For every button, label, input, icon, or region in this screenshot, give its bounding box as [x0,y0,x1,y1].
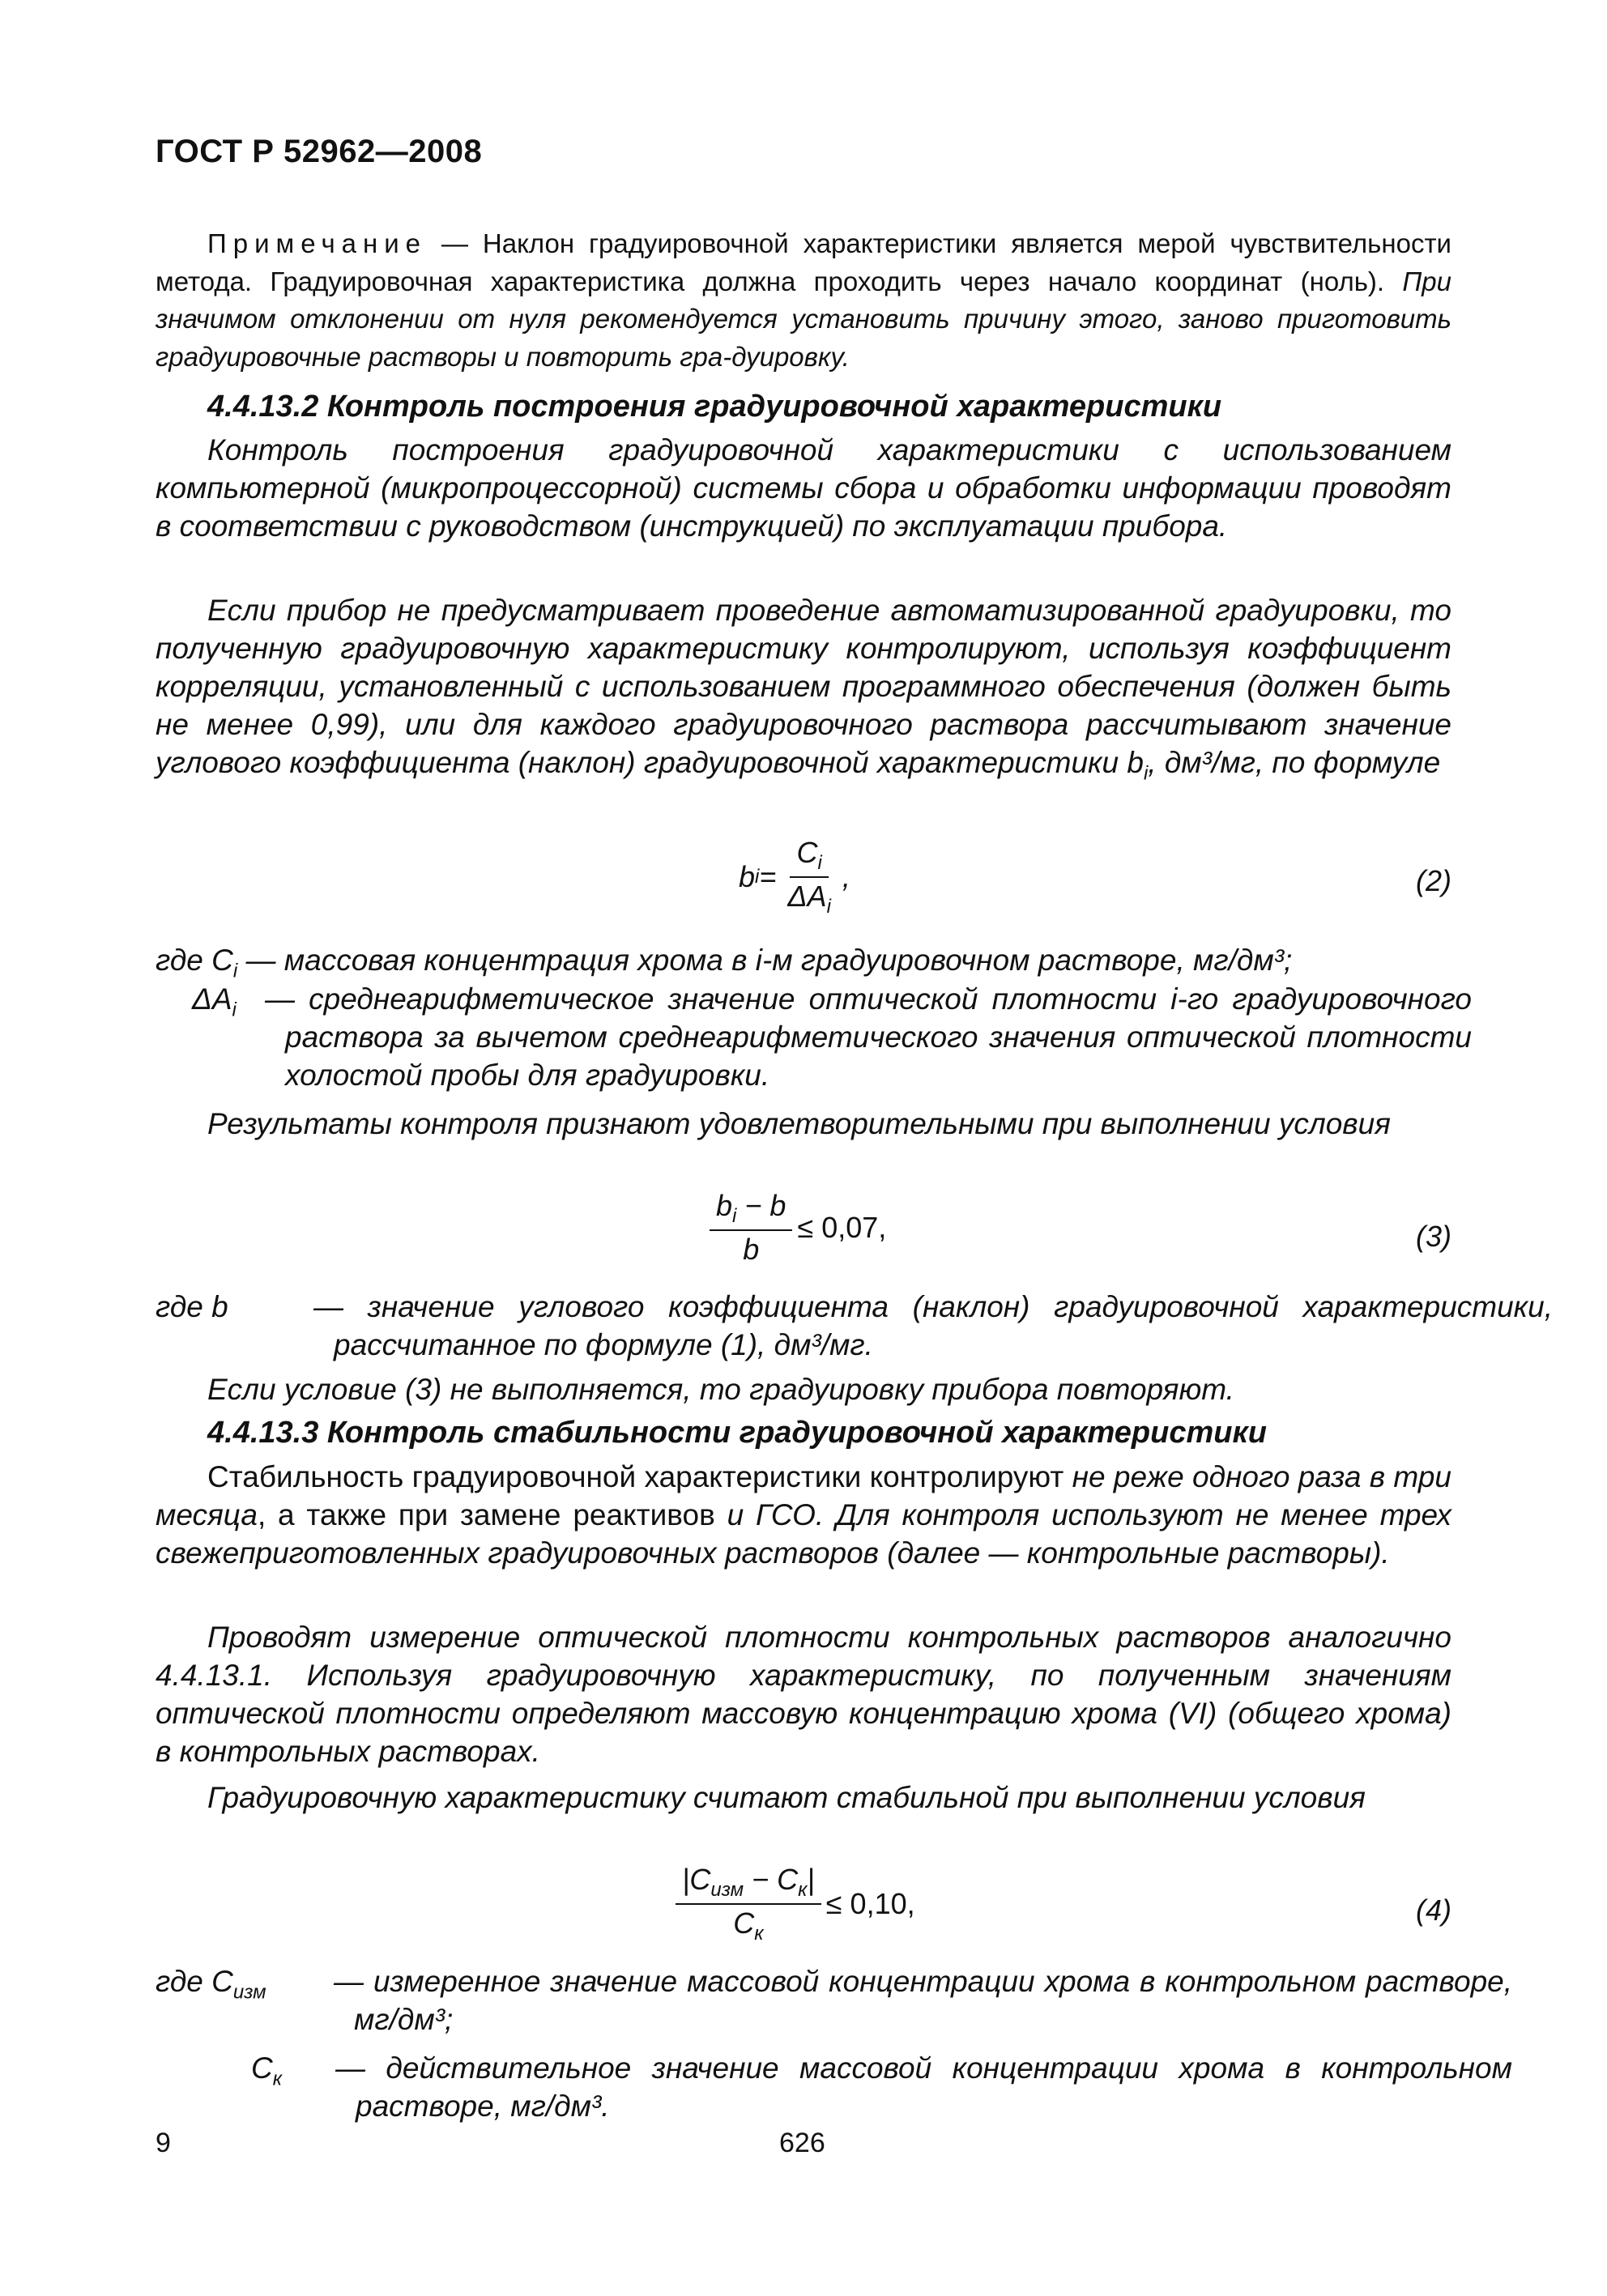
paragraph-text: Стабильность градуировочной характеристики контролируют [207,1460,1072,1493]
formula-2 [739,836,850,918]
fraction-numerator: |C [682,1863,711,1896]
definition-ci [156,941,1451,980]
definition-text: — значение углового коэффициента (наклон) градуировочной характеристики, рассчитанное по формуле (1), дм³/мг. [313,1290,1553,1361]
definition-term: где C [156,944,233,977]
formula-3-fraction [710,1189,792,1267]
paragraph-text: , а также при замене реактивов [257,1498,727,1531]
definition-term: где b [156,1290,228,1323]
formula-lhs: b [739,860,756,894]
paragraph-s2-p1: Контроль построения градуировочной характеристики с использованием компьютерной (микропроцессорной) системы сбора и обработки информации проводят в соответствии с руководством (инструкцией) по эксплуатации прибора. [156,433,1451,543]
paragraph-s2-p3: Результаты контроля признают удовлетворительными при выполнении условия [207,1107,1391,1140]
fraction-numerator-minus: − C [744,1863,799,1896]
formula-tail: , [842,860,850,894]
unit-text: дм³/мг [1164,746,1255,779]
fraction-denominator: b [743,1233,760,1267]
standard-header: ГОСТ Р 52962—2008 [156,134,483,169]
paragraph-s3-p1 [156,1458,1451,1572]
fraction-denominator: C [733,1906,755,1940]
definition-term: ΔA [192,982,232,1016]
definition-text: — измеренное значение массовой концентрации хрома в контрольном растворе, мг/дм³; [334,1965,1512,2036]
term-subscript: к [272,2068,283,2090]
formula-4-fraction [676,1863,821,1945]
term-subscript: i [232,999,237,1021]
paragraph-s2-p4: Если условие (3) не выполняется, то градуировку прибора повторяют. [207,1373,1234,1406]
definition-text: — среднеарифметическое значение оптической плотности i-го градуировочного раствора за вычетом среднеарифметического значения оптической плотности холостой пробы для градуировки. [265,982,1472,1092]
definition-c-k [156,2049,1512,2130]
note-italic-text: При значимом отклонении от нуля рекомендуется установить причину этого, заново приготовить градуировочные растворы и повторить гра-дуировку. [156,266,1451,372]
formula-4 [671,1863,915,1945]
formula-4-row [156,1863,1451,1952]
page-number-center: 626 [779,2128,825,2158]
formula-4-number: (4) [1416,1893,1451,1927]
formula-3-row [156,1189,1451,1278]
paragraph-s3-p3: Градуировочную характеристику считают стабильной при выполнении условия [207,1781,1366,1814]
numerator-subscript: i [732,1205,737,1228]
note-text: — Наклон градуировочной характеристики является мерой чувствительности метода. Градуировочная характеристика должна проходить через начало координат (ноль). [156,228,1451,296]
definition-term: C [251,2051,273,2085]
subscript: i [1143,762,1149,785]
section-heading-4-4-13-2: 4.4.13.2 Контроль построения градуировочной характеристики [207,390,1222,424]
definition-term: где C [156,1965,233,1998]
definition-text: — действительное значение массовой концентрации хрома в контрольном растворе, мг/дм³. [335,2051,1512,2123]
fraction-denominator: ΔA [787,880,827,914]
formula-2-fraction [781,836,838,918]
formula-rhs: ≤ 0,07, [797,1211,887,1245]
note-label: Примечание [207,228,428,258]
formula-3-number: (3) [1416,1220,1451,1253]
term-subscript: i [232,960,238,982]
numerator-subscript: к [798,1879,808,1902]
fraction-numerator-bar: | [807,1863,815,1896]
fraction-numerator-minus: − b [736,1189,786,1222]
fraction-numerator: b [716,1189,733,1222]
formula-equals: = [759,860,777,894]
paragraph-text: Если прибор не предусматривает проведение автоматизированной градуировки, то полученную градуировочную характеристику контролируют, используя коэффициент корреляции, установленный с использованием программного обеспечения (должен быть не менее 0,99), или для каждого градуировочного раствора рассчитывают значение углового коэффициента (наклон) градуировочной характеристики b [156,594,1451,779]
denominator-subscript: к [754,1923,764,1945]
term-subscript: изм [232,1981,266,2004]
page-number-left: 9 [156,2128,171,2158]
formula-subscript: i [755,866,760,888]
paragraph-s3-p2: Проводят измерение оптической плотности контрольных растворов аналогично 4.4.13.1. Используя градуировочную характеристику, по полученным значениям оптической плотности определяют массовую концентрацию хрома (VI) (общего хрома) в контрольных растворах. [156,1621,1451,1768]
denominator-subscript: i [826,896,831,918]
formula-rhs: ≤ 0,10, [825,1887,915,1921]
paragraph-italic-text: не реже одного раза в три месяца [156,1460,1451,1531]
paragraph-italic-text: и ГСО. Для контроля используют не менее трех свежеприготовленных градуировочных растворов (далее — контрольные растворы). [156,1498,1451,1570]
note-paragraph [156,225,1451,376]
numerator-subscript: i [817,852,822,875]
formula-2-row [156,836,1451,925]
formula-2-number: (2) [1416,864,1451,897]
definition-text: — массовая концентрация хрома в i-м градуировочном растворе, мг/дм³; [237,944,1293,977]
fraction-numerator: C [796,836,818,869]
numerator-subscript: изм [710,1879,744,1902]
formula-3 [705,1189,886,1267]
section-heading-4-4-13-3: 4.4.13.3 Контроль стабильности градуировочной характеристики [207,1416,1267,1450]
paragraph-s2-p2: Если прибор не предусматривает проведение автоматизированной градуировки, то полученную градуировочную характеристику контролируют, используя коэффициент корреляции, установленный с использованием программного обеспечения (должен быть не менее 0,99), или для каждого градуировочного раствора рассчитывают значение углового коэффициента (наклон) градуировочной характеристики $b_i$, дм³/мг, по формуле [156,594,1451,785]
definition-b [156,1288,1553,1369]
paragraph-text: , по формуле [1255,746,1441,779]
definition-c-izm [156,1962,1512,2043]
definition-delta-ai [156,980,1472,1101]
